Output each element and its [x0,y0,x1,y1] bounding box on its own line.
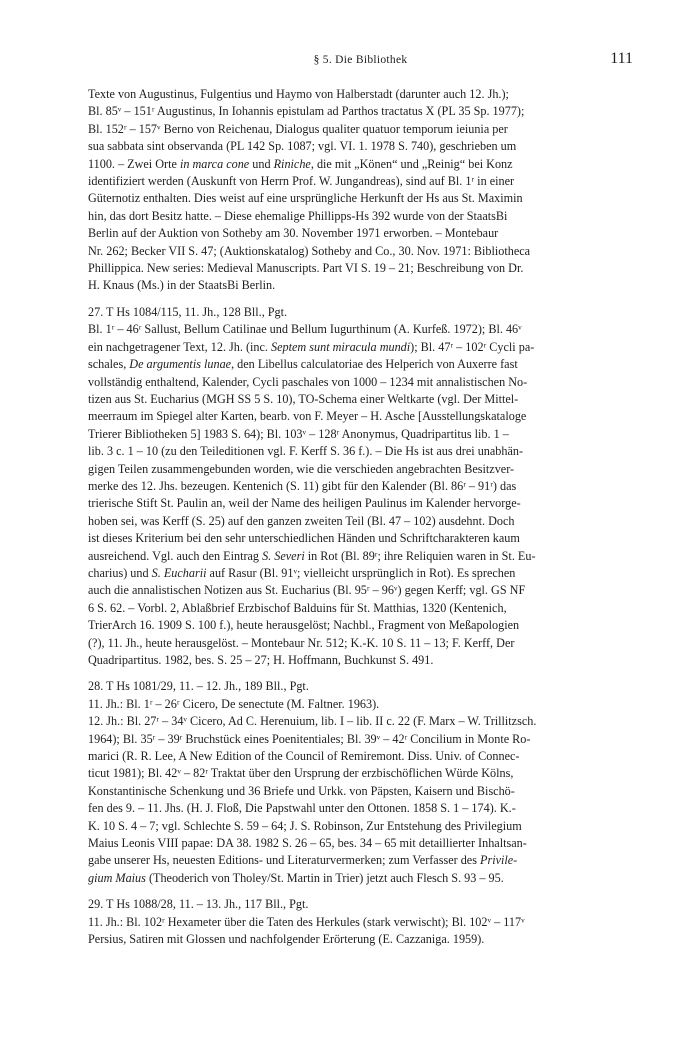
text-line: Nr. 262; Becker VII S. 47; (Auktionskatalog) Sotheby and Co., 30. Nov. 1971: Bibliotheca [88,243,531,258]
text-line: fen des 9. – 11. Jhs. (H. J. Floß, Die Papstwahl unter den Ottonen. 1858 S. 1 – 174). K.- [88,801,516,816]
italic-title: De argumentis lunae [129,357,232,372]
text-run: ein nachgetragener Text, 12. Jh. (inc. [88,339,272,354]
text-line: trierische Stift St. Paulin an, weil der Name des heiligen Paulinus im Kalender hervorge- [88,496,521,511]
text-line [88,852,633,869]
page-header [88,50,633,72]
text-line: Güternotiz enthalten. Dies weist auf eine ursprüngliche Herkunft der Hs aus St. Maximin [88,191,523,206]
catalog-entry-28 [88,678,633,887]
catalog-entry-29 [88,896,633,948]
text-line: merke des 12. Jhs. bezeugen. Kentenich (S. 11) gibt für den Kalender (Bl. 86ʳ – 91ʳ) das [88,478,517,493]
text-line: Maius Leonis VIII papae: DA 38. 1982 S. 26 – 65, bes. 34 – 65 mit detaillierter Inhaltsan- [88,836,527,851]
text-line: Phillippica. New series: Medieval Manuscripts. Part VI S. 19 – 21; Beschreibung von Dr. [88,261,524,276]
text-line: lib. 3 c. 1 – 10 (zu den Teileditionen vgl. F. Kerff S. 36 f.). – Die Hs ist aus drei unabhän- [88,444,524,459]
italic-saint-name: S. Severi [262,548,305,563]
text-line: vollständig enthaltend, Kalender, Cycli paschales von 1000 – 1234 mit annalistischen No- [88,374,528,389]
text-line: (?), 11. Jh., heute herausgelöst. – Montebaur Nr. 512; K.-K. 10 S. 11 – 13; F. Kerff, Der [88,635,515,650]
text-line: marici (R. R. Lee, A New Edition of the Council of Remiremont. Diss. Univ. of Connec- [88,749,520,764]
text-line [88,356,633,373]
entry-heading: 27. T Hs 1084/115, 11. Jh., 128 Bll., Pgt. [88,304,288,319]
text-line [88,548,633,565]
text-line: sua sabbata sint observanda (PL 142 Sp. 1087; vgl. VI. 1. 1978 S. 740), geschrieben um [88,139,517,154]
text-line: 12. Jh.: Bl. 27ʳ – 34ᵛ Cicero, Ad C. Herenuium, lib. I – lib. II c. 22 (F. Marx – W. Trillitzsch. [88,714,537,729]
italic-title: gium Maius [88,870,146,885]
text-line: Texte von Augustinus, Fulgentius und Haymo von Halberstadt (darunter auch 12. Jh.); [88,87,509,101]
text-line: Berlin auf der Auktion von Sotheby am 30. November 1971 erworben. – Montebaur [88,226,499,241]
page-number: 111 [610,50,633,67]
catalog-entry-27 [88,304,633,670]
text-line: TrierArch 16. 1909 S. 100 f.), heute herausgelöst; Nachbl., Fragment von Meßapologien [88,618,520,633]
italic-incipit: Septem sunt miracula mundi [271,339,411,354]
text-line: Trierer Bibliotheken 5] 1983 S. 64); Bl. 103ᵛ – 128ʳ Anonymus, Quadripartitus lib. 1 – [88,426,509,441]
text-run: gabe unserer Hs, neuesten Editions- und Literaturvermerken; zum Verfasser des [88,853,481,868]
text-line [88,156,633,173]
italic-title: Privile- [480,853,518,868]
text-run: und [249,156,274,171]
text-run: (Theoderich von Tholey/St. Martin in Trier) jetzt auch Flesch S. 93 – 95. [145,870,504,885]
text-line: ist dieses Kriterium bei den sehr unterschiedlichen Händen und Schriftcharakteren kaum [88,531,520,546]
text-line [88,870,633,887]
text-line: ticut 1981); Bl. 42ᵛ – 82ʳ Traktat über den Ursprung der erzbischöflichen Würde Kölns, [88,766,514,781]
italic-place-name: Riniche [273,156,311,171]
entry-heading: 28. T Hs 1081/29, 11. – 12. Jh., 189 Bll., Pgt. [88,679,309,694]
text-line: Bl. 1ʳ – 46ʳ Sallust, Bellum Catilinae und Bellum Iugurthinum (A. Kurfeß. 1972); Bl. 46ᵛ [88,322,522,337]
italic-place-name: in marca cone [179,156,250,171]
text-line: gigen Teilen zusammengebunden worden, wie die verschieden angebrachten Besitzver- [88,461,515,476]
running-title: § 5. Die Bibliothek [313,54,408,66]
text-line: hoben sei, was Kerff (S. 25) auf den ganzen zweiten Teil (Bl. 47 – 102) ausdehnt. Doch [88,513,515,528]
text-run: schales, [88,357,130,372]
text-line: hin, das dort Besitz hatte. – Diese ehemalige Phillipps-Hs 392 wurde von der StaatsBi [88,208,508,223]
text-line: meerraum im Spiegel alter Karten, bearb. von F. Meyer – H. Asche [Ausstellungskataloge [88,409,527,424]
text-line: identifiziert werden (Auskunft von Herrn Prof. W. Jungandreas), sind auf Bl. 1ʳ in einer [88,174,515,189]
text-run: ); Bl. 47ʳ – 102ʳ Cycli pa- [410,339,535,354]
text-line: 11. Jh.: Bl. 1ʳ – 26ʳ Cicero, De senectute (M. Faltner. 1963). [88,696,380,711]
text-line: Konstantinische Schenkung und 36 Briefe und Urkk. von Päpsten, Kaisern und Bischö- [88,783,515,798]
text-run: charius) und [88,565,152,580]
text-run: , die mit „Könen“ und „Reinig“ bei Konz [310,156,513,171]
italic-saint-name: S. Eucharii [151,565,207,580]
text-line: Bl. 85ᵛ – 151ʳ Augustinus, In Iohannis epistulam ad Parthos tractatus X (PL 35 Sp. 1977); [88,104,525,119]
text-line: Bl. 152ʳ – 157ᵛ Berno von Reichenau, Dialogus qualiter quatuor temporum ieiunia per [88,121,508,136]
text-line: 6 S. 62. – Vorbl. 2, Ablaßbrief Erzbischof Balduins für St. Matthias, 1320 (Kentenich, [88,600,507,615]
text-line: 11. Jh.: Bl. 102ʳ Hexameter über die Taten des Herkules (stark verwischt); Bl. 102ᵛ – 117ᵛ [88,914,525,929]
continuation-paragraph [88,86,633,295]
text-run: 1100. – Zwei Orte [88,156,180,171]
text-line: Quadripartitus. 1982, bes. S. 25 – 27; H. Hoffmann, Buchkunst S. 491. [88,653,434,667]
entry-heading: 29. T Hs 1088/28, 11. – 13. Jh., 117 Bll., Pgt. [88,897,309,912]
text-run: ausreichend. Vgl. auch den Eintrag [88,548,263,563]
text-line: K. 10 S. 4 – 7; vgl. Schlechte S. 59 – 64; J. S. Robinson, Zur Entstehung des Privilegium [88,818,522,833]
text-line [88,339,633,356]
text-run: in Rot (Bl. 89ʳ; ihre Reliquien waren in St. Eu- [304,548,536,563]
text-run: , den Libellus calculatoriae des Helperich von Auxerre fast [231,357,518,372]
text-run: auf Rasur (Bl. 91ᵛ; vielleicht ursprünglich in Rot). Es sprechen [206,565,516,580]
text-line: auch die annalistischen Notizen aus St. Eucharius (Bl. 95ʳ – 96ᵛ) gegen Kerff; vgl. GS NF [88,583,526,598]
text-line: H. Knaus (Ms.) in der StaatsBi Berlin. [88,278,276,293]
text-line: 1964); Bl. 35ʳ – 39ʳ Bruchstück eines Poenitentiales; Bl. 39ᵛ – 42ʳ Concilium in Monte Ro- [88,731,531,746]
text-line: tizen aus St. Eucharius (MGH SS 5 S. 10), TO-Schema einer Weltkarte (vgl. Der Mittel- [88,391,519,406]
page-body [88,86,633,949]
text-line: Persius, Satiren mit Glossen und nachfolgender Erörterung (E. Cazzaniga. 1959). [88,932,485,947]
text-line [88,565,633,582]
